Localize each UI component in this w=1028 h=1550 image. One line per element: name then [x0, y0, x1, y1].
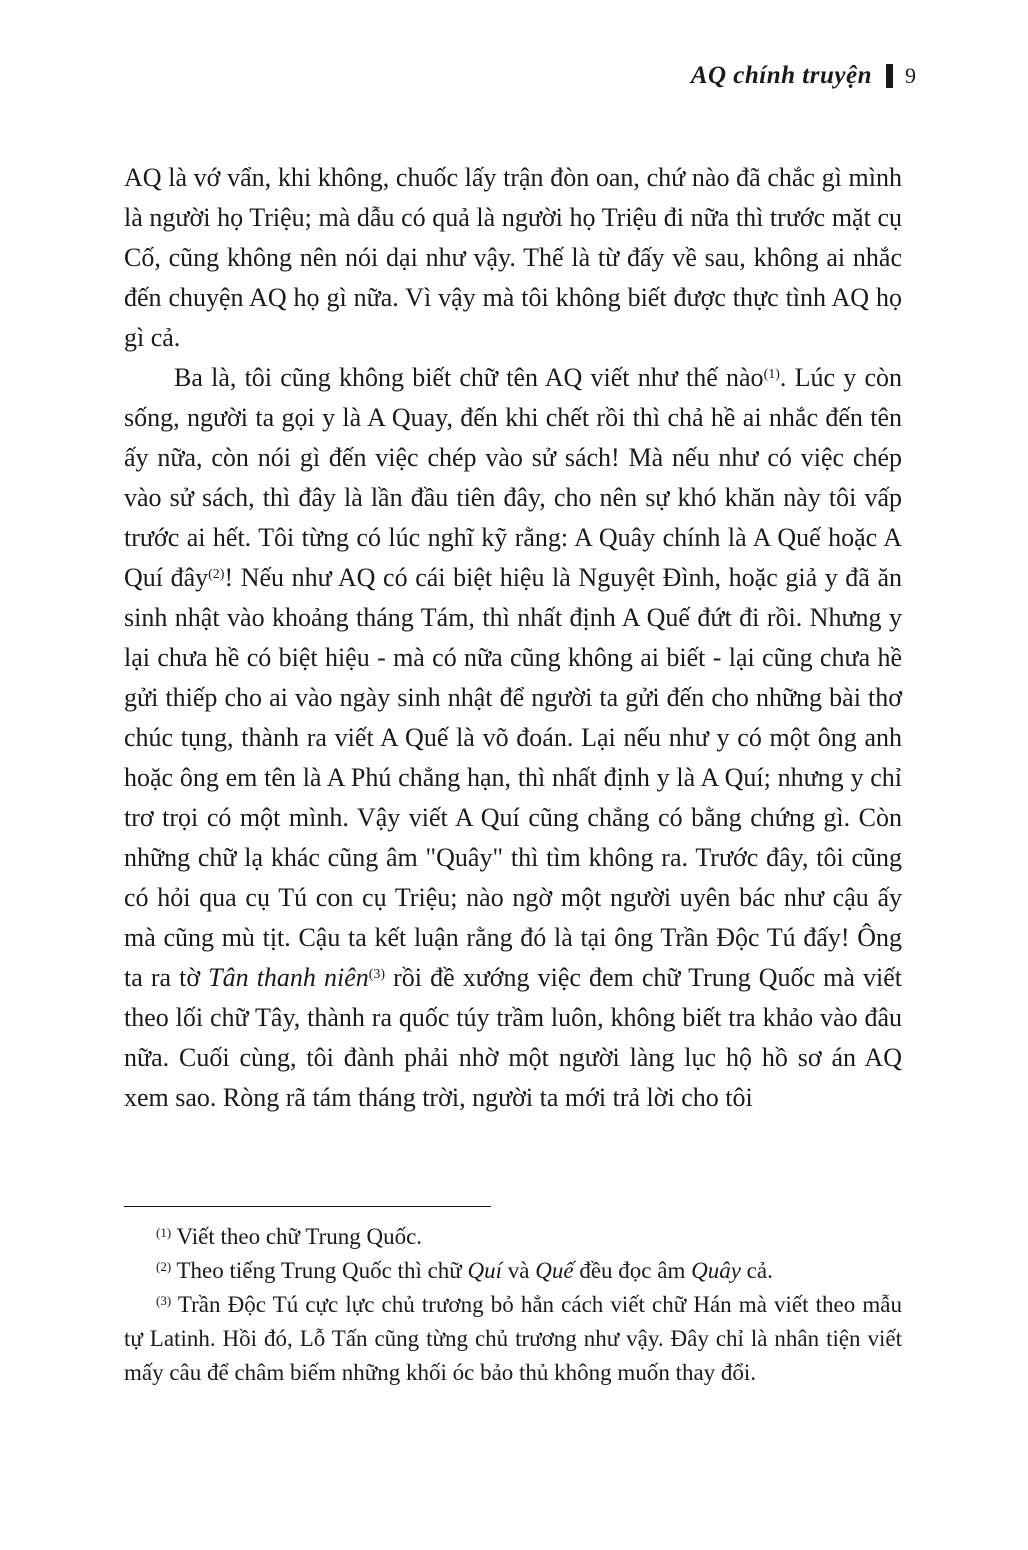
- footnote-2-part-c: đều đọc âm: [573, 1258, 692, 1283]
- footnote-mark-1: (1): [156, 1225, 172, 1240]
- body-text: [124, 158, 902, 1118]
- footnote-2-part-d: cả.: [740, 1258, 773, 1283]
- footnote-2-que: Quế: [535, 1258, 574, 1283]
- italic-title: Tân thanh niên: [208, 963, 369, 992]
- header-bar: [886, 64, 893, 88]
- paragraph-2: [124, 358, 902, 1118]
- footnote-2-quay: Quây: [691, 1258, 741, 1283]
- page-number: 9: [905, 63, 916, 88]
- footnotes: [124, 1220, 902, 1390]
- footnote-1-text: Viết theo chữ Trung Quốc.: [171, 1224, 423, 1249]
- paragraph-2-part-3: ! Nếu như AQ có cái biệt hiệu là Nguyệt Đình, hoặc giả y đã ăn sinh nhật vào khoảng tháng Tám, thì nhất định A Quế đứt đi rồi. Nhưng y lại chưa hề có biệt hiệu - mà có nữa cũng không ai biết - lại cũng chưa hề gửi thiếp cho ai vào ngày sinh nhật để người ta gửi đến cho những bài thơ chúc tụng, thành ra viết A Quế là võ đoán. Lại nếu như y có một ông anh hoặc ông em tên là A Phú chẳng hạn, thì nhất định y là A Quí; nhưng y chỉ trơ trọi có một mình. Vậy viết A Quí cũng chẳng có bằng chứng gì. Còn những chữ lạ khác cũng âm "Quây" thì tìm không ra. Trước đây, tôi cũng có hỏi qua cụ Tú con cụ Triệu; nào ngờ một người uyên bác như cậu ấy mà cũng mù tịt. Cậu ta kết luận rằng đó là tại ông Trần Độc Tú đấy! Ông ta ra tờ: [124, 563, 902, 992]
- footnote-3: [124, 1288, 902, 1390]
- footnote-mark-2: (2): [156, 1259, 172, 1274]
- footnote-ref-2: (2): [208, 567, 225, 582]
- paragraph-2-part-1: Ba là, tôi cũng không biết chữ tên AQ viết như thế nào: [174, 363, 764, 392]
- footnote-1: [124, 1220, 902, 1254]
- paragraph-2-part-4: rồi đề xướng việc đem chữ Trung Quốc mà viết theo lối chữ Tây, thành ra quốc túy trầm luôn, không biết tra khảo vào đâu nữa. Cuối cùng, tôi đành phải nhờ một người làng lục hộ hồ sơ án AQ xem sao. Ròng rã tám tháng trời, người ta mới trả lời cho tôi: [124, 963, 902, 1112]
- footnote-3-text: Trần Độc Tú cực lực chủ trương bỏ hẳn cách viết chữ Hán mà viết theo mẫu tự Latinh. Hồi đó, Lỗ Tấn cũng từng chủ trương như vậy. Đây chỉ là nhân tiện viết mấy câu để châm biếm những khối óc bảo thủ không muốn thay đổi.: [124, 1292, 902, 1385]
- running-title: AQ chính truyện: [690, 62, 872, 89]
- footnote-2-part-a: Theo tiếng Trung Quốc thì chữ: [171, 1258, 468, 1283]
- footnote-2-qui: Quí: [467, 1258, 503, 1283]
- footnote-ref-3: (3): [368, 967, 386, 982]
- paragraph-1: AQ là vớ vẩn, khi không, chuốc lấy trận đòn oan, chứ nào đã chắc gì mình là người họ Triệu; mà dẫu có quả là người họ Triệu đi nữa thì trước mặt cụ Cố, cũng không nên nói dại như vậy. Thế là từ đấy về sau, không ai nhắc đến chuyện AQ họ gì nữa. Vì vậy mà tôi không biết được thực tình AQ họ gì cả.: [124, 163, 902, 352]
- footnote-mark-3: (3): [156, 1293, 172, 1308]
- footnote-divider: [124, 1206, 491, 1207]
- footnote-ref-1: (1): [763, 367, 780, 382]
- running-header: [691, 62, 916, 90]
- footnote-2-part-b: và: [502, 1258, 536, 1283]
- footnote-2: [124, 1254, 902, 1288]
- paragraph-2-part-2: . Lúc y còn sống, người ta gọi y là A Quay, đến khi chết rồi thì chả hề ai nhắc đến tên ấy nữa, còn nói gì đến việc chép vào sử sách! Mà nếu như có việc chép vào sử sách, thì đây là lần đầu tiên đây, cho nên sự khó khăn này tôi vấp trước ai hết. Tôi từng có lúc nghĩ kỹ rằng: A Quây chính là A Quế hoặc A Quí đây: [124, 363, 902, 592]
